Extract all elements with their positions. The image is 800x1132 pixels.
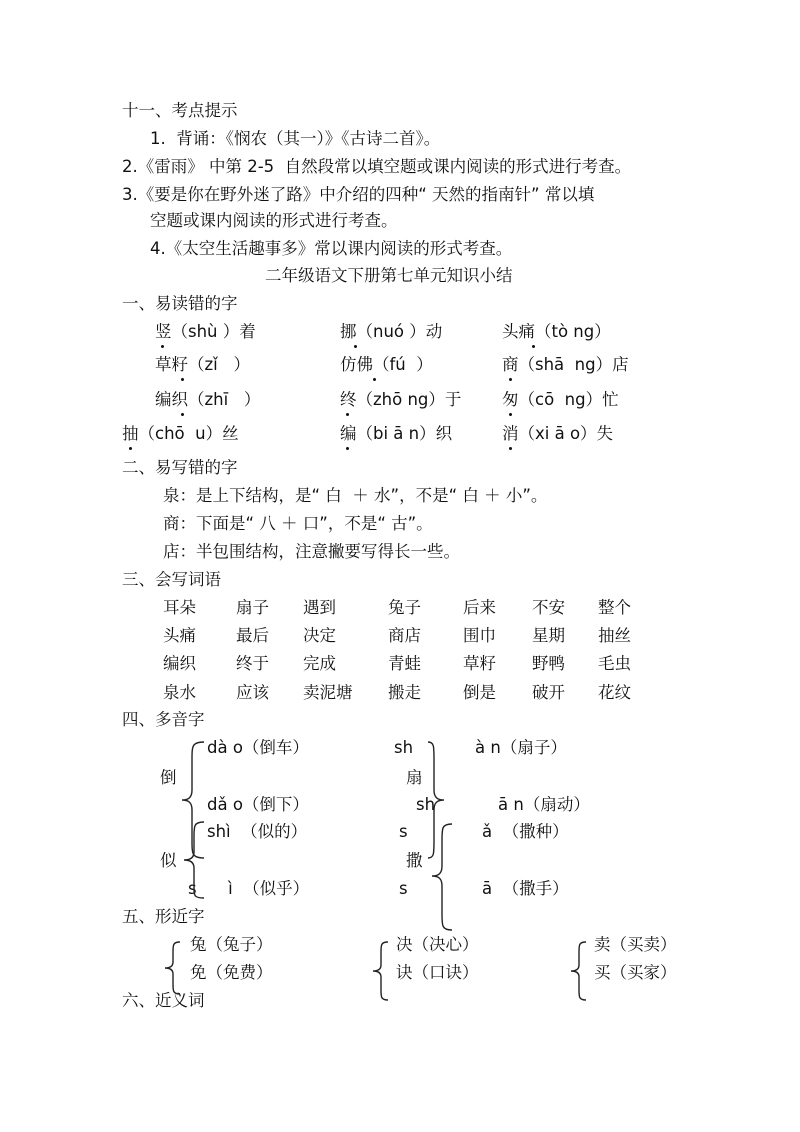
miswrite-line: 泉：是上下结构，是“ 白 ＋ 水”，不是“ 白 ＋ 小”。 (163, 486, 548, 505)
brace-icon (368, 940, 392, 1002)
polyphone-reading: à n（扇子） (475, 738, 567, 757)
emphasis-dot (129, 447, 132, 450)
brace-icon (428, 822, 458, 932)
section-1-heading: 一、易读错的字 (122, 294, 238, 313)
word-cell: 破开 (532, 683, 565, 702)
word-cell: 整个 (598, 598, 631, 617)
polyphone-reading: dà o（倒车） (207, 738, 309, 757)
misread-item: 终（zhō ng）于 (340, 390, 462, 409)
word-cell: 扇子 (236, 598, 269, 617)
word-cell: 遇到 (303, 598, 336, 617)
word-cell: 耳朵 (163, 598, 196, 617)
brace-icon (566, 940, 590, 1002)
misread-item: 商（shā ng）店 (502, 355, 629, 374)
similar-char-item: 决（决心） (396, 935, 479, 954)
misread-item: 编织（zhī ） (155, 390, 261, 409)
word-cell: 花纹 (598, 683, 631, 702)
word-cell: 搬走 (388, 683, 421, 702)
miswrite-line: 店：半包围结构，注意撇要写得长一些。 (163, 542, 460, 561)
word-cell: 毛虫 (598, 654, 631, 673)
section-2-heading: 二、易写错的字 (122, 458, 238, 477)
misread-item: 草籽（zǐ ） (155, 355, 250, 374)
similar-char-item: 兔（兔子） (190, 935, 273, 954)
misread-item: 匆（cō ng）忙 (502, 390, 619, 409)
tip-item-4: 4.《太空生活趣事多》常以课内阅读的形式考查。 (150, 239, 513, 258)
misread-item: 仿佛（fú ） (340, 355, 433, 374)
polyphone-reading: dǎ o（倒下） (207, 795, 309, 814)
polyphone-char: 撒 (406, 851, 423, 870)
word-cell: 商店 (388, 626, 421, 645)
misread-item: 竖（shù ）着 (155, 322, 256, 341)
polyphone-reading: sh (394, 738, 414, 757)
section-5-heading: 五、形近字 (122, 907, 205, 926)
emphasis-dot (373, 378, 376, 381)
word-cell: 兔子 (388, 598, 421, 617)
similar-char-item: 免（免费） (190, 963, 273, 982)
polyphone-reading: ǎ （撒种） (482, 822, 569, 841)
word-cell: 倒是 (463, 683, 496, 702)
similar-char-item: 买（买家） (594, 963, 677, 982)
polyphone-char: 似 (160, 851, 177, 870)
word-cell: 卖泥塘 (303, 683, 353, 702)
misread-item: 抽（chō u）丝 (122, 424, 239, 443)
polyphone-reading: s (399, 822, 408, 841)
page-title: 二年级语文下册第七单元知识小结 (265, 266, 513, 285)
word-cell: 最后 (236, 626, 269, 645)
similar-char-item: 卖（买卖） (594, 935, 677, 954)
emphasis-dot (181, 378, 184, 381)
tip-item-1: 1. 背诵：《悯农（其一）》《古诗二首》。 (150, 129, 441, 148)
word-cell: 后来 (463, 598, 496, 617)
word-cell: 野鸭 (532, 654, 565, 673)
emphasis-dot (181, 413, 184, 416)
polyphone-reading: ā n（扇动） (498, 795, 590, 814)
emphasis-dot (509, 378, 512, 381)
emphasis-dot (509, 413, 512, 416)
similar-char-item: 诀（口诀） (396, 963, 479, 982)
misread-item: 头痛（tò ng） (502, 322, 611, 341)
word-cell: 抽丝 (598, 626, 631, 645)
word-cell: 星期 (532, 626, 565, 645)
word-cell: 围巾 (463, 626, 496, 645)
section-11-heading: 十一、考点提示 (122, 101, 238, 120)
brace-icon (178, 820, 208, 900)
polyphone-reading: ā （撒手） (482, 879, 569, 898)
word-cell: 应该 (236, 683, 269, 702)
polyphone-reading: sh (416, 795, 436, 814)
word-cell: 不安 (532, 598, 565, 617)
section-3-heading: 三、会写词语 (122, 570, 221, 589)
emphasis-dot (354, 345, 357, 348)
word-cell: 决定 (303, 626, 336, 645)
emphasis-dot (346, 413, 349, 416)
word-cell: 完成 (303, 654, 336, 673)
emphasis-dot (509, 447, 512, 450)
tip-item-3-cont: 空题或课内阅读的形式进行考查。 (150, 211, 398, 230)
word-cell: 青蛙 (388, 654, 421, 673)
emphasis-dot (161, 345, 164, 348)
emphasis-dot (532, 345, 535, 348)
word-cell: 终于 (236, 654, 269, 673)
word-cell: 头痛 (163, 626, 196, 645)
polyphone-reading: s ì （似乎） (188, 879, 310, 898)
polyphone-reading: s (399, 879, 408, 898)
section-4-heading: 四、多音字 (122, 710, 205, 729)
section-6-heading: 六、近义词 (122, 991, 205, 1010)
word-cell: 编织 (163, 654, 196, 673)
word-cell: 泉水 (163, 683, 196, 702)
polyphone-char: 扇 (406, 768, 423, 787)
misread-item: 编（bi ā n）织 (340, 424, 453, 443)
miswrite-line: 商：下面是“ 八 ＋ 口”，不是“ 古”。 (163, 514, 433, 533)
tip-item-2: 2.《雷雨》 中第 2-5 自然段常以填空题或课内阅读的形式进行考查。 (122, 157, 632, 176)
misread-item: 挪（nuó ）动 (340, 322, 443, 341)
polyphone-char: 倒 (160, 768, 177, 787)
brace-icon (160, 940, 184, 996)
tip-item-3: 3.《要是你在野外迷了路》中介绍的四种“ 天然的指南针” 常以填 (122, 185, 595, 204)
polyphone-reading: shì （似的） (207, 822, 308, 841)
misread-item: 消（xi ā o）失 (502, 424, 614, 443)
emphasis-dot (346, 447, 349, 450)
word-cell: 草籽 (463, 654, 496, 673)
